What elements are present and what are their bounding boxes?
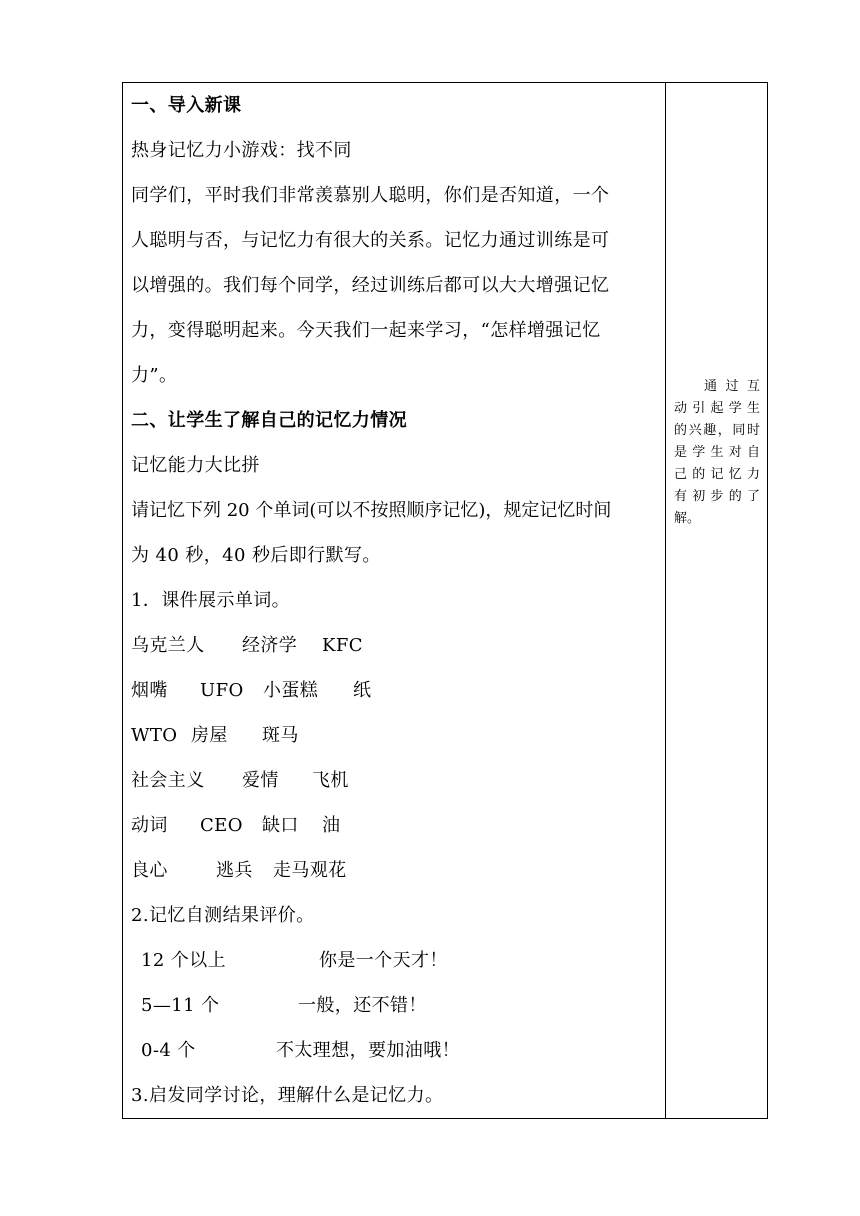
word: 爱情 xyxy=(242,770,279,791)
word: 良心 xyxy=(131,860,168,881)
word: 逃兵 xyxy=(216,860,253,881)
result-comment: 你是一个天才！ xyxy=(319,950,448,971)
word: 油 xyxy=(322,815,341,836)
intro-line-5: 力”。 xyxy=(131,365,178,386)
word: 乌克兰人 xyxy=(131,635,205,656)
result-range: 0-4 个 xyxy=(141,1040,196,1061)
side-note xyxy=(674,376,760,530)
word: 房屋 xyxy=(191,725,228,746)
side-note-line: 解。 xyxy=(674,511,701,526)
side-note-line: 有初步的了 xyxy=(674,489,760,504)
word: 走马观花 xyxy=(273,860,347,881)
result-comment: 一般，还不错！ xyxy=(298,995,427,1016)
contest-title: 记忆能力大比拼 xyxy=(131,455,260,476)
side-note-line: 己的记忆力 xyxy=(674,467,760,482)
instruction-line-2: 为 40 秒，40 秒后即行默写。 xyxy=(131,545,381,566)
intro-line-4: 力，变得聪明起来。今天我们一起来学习，“怎样增强记忆 xyxy=(131,320,601,341)
word: 烟嘴 xyxy=(131,680,168,701)
step3-label: 3.启发同学讨论，理解什么是记忆力。 xyxy=(131,1085,444,1106)
side-note-line: 动引起学生 xyxy=(674,401,760,416)
section1-title: 一、导入新课 xyxy=(131,95,242,116)
word: 社会主义 xyxy=(131,770,205,791)
word: WTO xyxy=(131,725,178,746)
word: 纸 xyxy=(353,680,372,701)
side-note-line: 通过互 xyxy=(704,379,760,394)
word: 动词 xyxy=(131,815,168,836)
word: UFO xyxy=(200,680,244,701)
side-note-line: 的兴趣，同时 xyxy=(674,423,760,438)
intro-line-2: 人聪明与否，与记忆力有很大的关系。记忆力通过训练是可 xyxy=(131,230,610,251)
word: KFC xyxy=(322,635,363,656)
result-range: 12 个以上 xyxy=(141,950,227,971)
column-divider xyxy=(665,82,666,1119)
result-range: 5—11 个 xyxy=(141,995,220,1016)
word: 斑马 xyxy=(262,725,299,746)
step2-label: 2.记忆自测结果评价。 xyxy=(131,905,315,926)
step1-label: 1．课件展示单词。 xyxy=(131,590,291,611)
result-comment: 不太理想，要加油哦！ xyxy=(276,1040,460,1061)
game-title: 热身记忆力小游戏：找不同 xyxy=(131,140,352,161)
intro-line-1: 同学们，平时我们非常羡慕别人聪明，你们是否知道，一个 xyxy=(131,185,610,206)
word: 缺口 xyxy=(262,815,299,836)
word: 飞机 xyxy=(312,770,349,791)
word: CEO xyxy=(200,815,243,836)
section2-title: 二、让学生了解自己的记忆力情况 xyxy=(131,410,407,431)
instruction-line-1: 请记忆下列 20 个单词(可以不按照顺序记忆)，规定记忆时间 xyxy=(131,500,612,521)
side-note-line: 是学生对自 xyxy=(674,445,760,460)
intro-line-3: 以增强的。我们每个同学，经过训练后都可以大大增强记忆 xyxy=(131,275,610,296)
word: 小蛋糕 xyxy=(263,680,319,701)
word: 经济学 xyxy=(242,635,298,656)
